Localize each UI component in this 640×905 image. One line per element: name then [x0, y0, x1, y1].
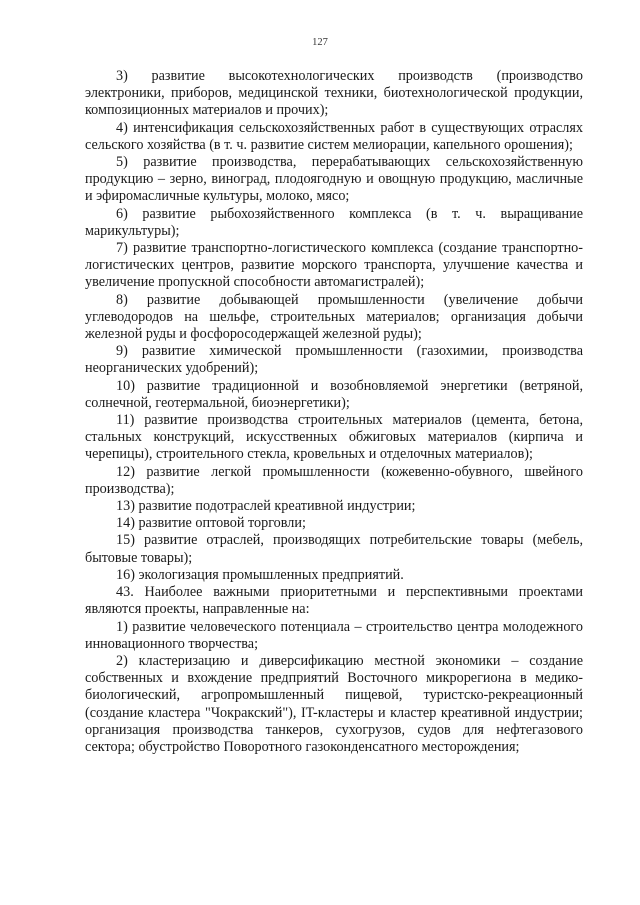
project-item-2: 2) кластеризацию и диверсификацию местной экономики – создание собственных и вхождение предприятий Восточного микрорегиона в медико-биологический, агропромышленный пищевой, туристско-рекреационный (создание кластера "Чокракский"), IT-кластеры и кластер креативной индустрии; организация производства танкеров, сухогрузов, судов для нефтегазового сектора; обустройство Поворотного газоконденсатного месторождения; [85, 652, 583, 755]
paragraph-item-12: 12) развитие легкой промышленности (кожевенно-обувного, швейного производства); [85, 463, 583, 497]
paragraph-item-13: 13) развитие подотраслей креативной индустрии; [116, 498, 416, 515]
paragraph-item-3: 3) развитие высокотехнологических производств (производство электроники, приборов, медицинской техники, биотехнологической продукции, композиционных материалов и прочих); [85, 68, 583, 119]
paragraph-item-5: 5) развитие производства, перерабатывающих сельскохозяйственную продукцию – зерно, виноград, плодоягодную и овощную продукцию, масличные и эфиромасличные культуры, молоко, мясо; [85, 154, 583, 205]
paragraph-item-10: 10) развитие традиционной и возобновляемой энергетики (ветряной, солнечной, геотермальной, биоэнергетики); [85, 377, 583, 411]
paragraph-item-4: 4) интенсификация сельскохозяйственных работ в существующих отраслях сельского хозяйства (в т. ч. развитие систем мелиорации, капельного орошения); [85, 119, 583, 153]
document-body [85, 68, 583, 756]
paragraph-item-8: 8) развитие добывающей промышленности (увеличение добычи углеводородов на шельфе, строительных материалов; организация добычи железной руды и фосфоросодержащей железной руды); [85, 291, 583, 343]
paragraph-item-6: 6) развитие рыбохозяйственного комплекса (в т. ч. выращивание марикультуры); [85, 205, 583, 239]
paragraph-item-11: 11) развитие производства строительных материалов (цемента, бетона, стальных конструкций, искусственных обжиговых материалов (кирпича и черепицы), строительного стекла, кровельных и отделочных материалов); [85, 412, 583, 463]
paragraph-item-7: 7) развитие транспортно-логистического комплекса (создание транспортно-логистических центров, развитие морского транспорта, улучшение качества и увеличение пропускной способности автомагистралей); [85, 240, 583, 291]
project-item-1: 1) развитие человеческого потенциала – строительство центра молодежного инновационного творчества; [85, 618, 583, 652]
paragraph-item-15: 15) развитие отраслей, производящих потребительские товары (мебель, бытовые товары); [85, 532, 583, 566]
page-number: 127 [312, 37, 328, 48]
paragraph-item-16: 16) экологизация промышленных предприятий. [116, 566, 404, 583]
section-43-intro: 43. Наиболее важными приоритетными и перспективными проектами являются проекты, направленные на: [85, 584, 583, 618]
paragraph-item-14: 14) развитие оптовой торговли; [116, 515, 306, 532]
paragraph-item-9: 9) развитие химической промышленности (газохимии, производства неорганических удобрений); [85, 343, 583, 377]
